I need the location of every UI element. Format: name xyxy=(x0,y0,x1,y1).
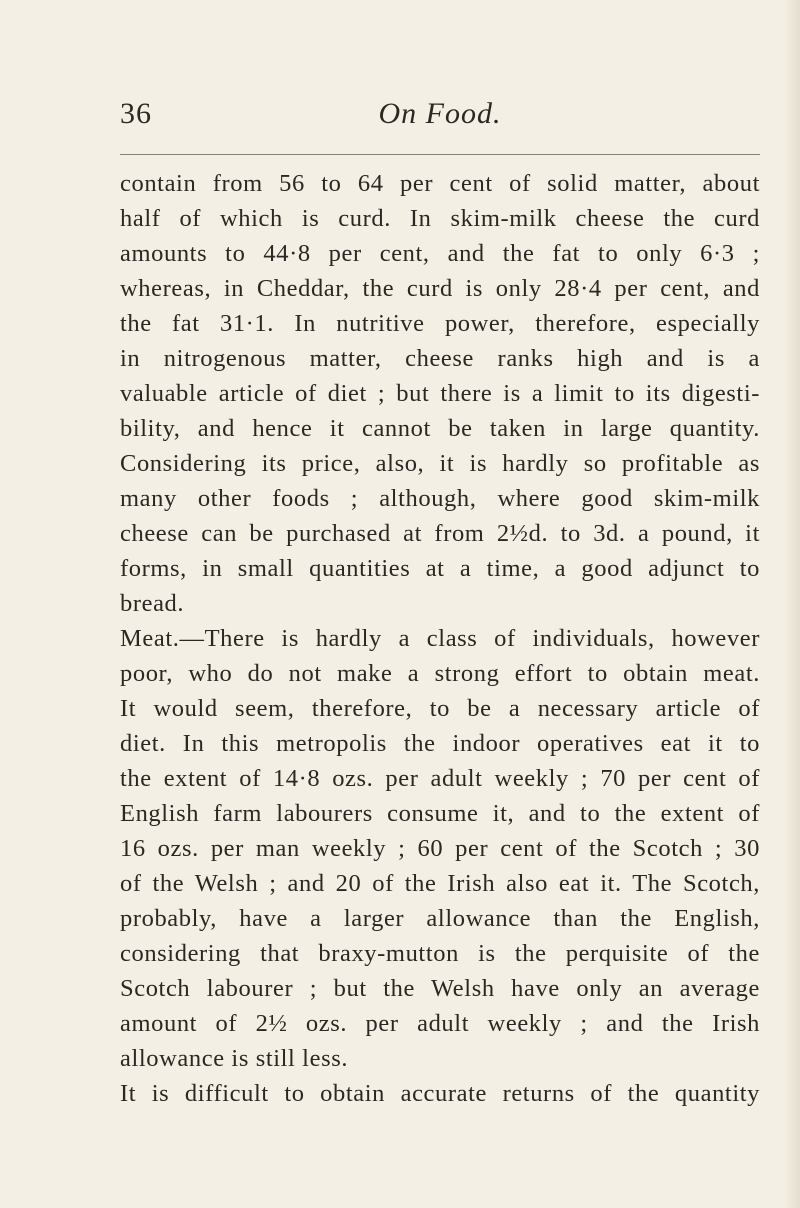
text-line: allowance is still less. xyxy=(120,1045,349,1072)
text-line: amounts to 44·8 per cent, and the fat to only 6·3 ; xyxy=(120,240,760,267)
text-line: bility, and hence it cannot be taken in large quantity. xyxy=(120,415,760,442)
text-line: of the Welsh ; and 20 of the Irish also eat it. The Scotch, xyxy=(120,870,760,897)
text-line: the extent of 14·8 ozs. per adult weekly ; 70 per cent of xyxy=(120,765,760,792)
text-line: considering that braxy-mutton is the perquisite of the xyxy=(120,940,760,967)
text-line: in nitrogenous matter, cheese ranks high and is a xyxy=(120,345,760,372)
text-line: Scotch labourer ; but the Welsh have only an average xyxy=(120,975,760,1002)
text-line: 16 ozs. per man weekly ; 60 per cent of the Scotch ; 30 xyxy=(120,835,760,862)
text-line: whereas, in Cheddar, the curd is only 28·4 per cent, and xyxy=(120,275,760,302)
text-line: amount of 2½ ozs. per adult weekly ; and the Irish xyxy=(120,1010,760,1037)
text-line: It would seem, therefore, to be a necessary article of xyxy=(120,695,760,722)
text-line: Considering its price, also, it is hardly so profitable as xyxy=(120,450,760,477)
text-line: cheese can be purchased at from 2½d. to 3d. a pound, it xyxy=(120,520,760,547)
text-line: It is difficult to obtain accurate returns of the quantity xyxy=(120,1080,760,1107)
text-line: bread. xyxy=(120,590,185,617)
text-line: diet. In this metropolis the indoor operatives eat it to xyxy=(120,730,760,757)
text-line: contain from 56 to 64 per cent of solid matter, about xyxy=(120,170,760,197)
running-title: On Food. xyxy=(378,97,502,130)
text-line: valuable article of diet ; but there is a limit to its digesti- xyxy=(120,380,760,407)
header-rule xyxy=(120,154,760,155)
body-text xyxy=(120,166,760,1111)
text-line: English farm labourers consume it, and to the extent of xyxy=(120,800,760,827)
page-header xyxy=(120,94,760,138)
text-line: forms, in small quantities at a time, a good adjunct to xyxy=(120,555,760,582)
text-line: the fat 31·1. In nutritive power, therefore, especially xyxy=(120,310,760,337)
text-line: half of which is curd. In skim-milk cheese the curd xyxy=(120,205,760,232)
text-line: poor, who do not make a strong effort to obtain meat. xyxy=(120,660,760,687)
page-edge-shadow xyxy=(784,0,800,1208)
text-line: Meat.—There is hardly a class of individuals, however xyxy=(120,625,760,652)
text-line: probably, have a larger allowance than the English, xyxy=(120,905,760,932)
page-number: 36 xyxy=(120,97,152,130)
text-line: many other foods ; although, where good skim-milk xyxy=(120,485,760,512)
